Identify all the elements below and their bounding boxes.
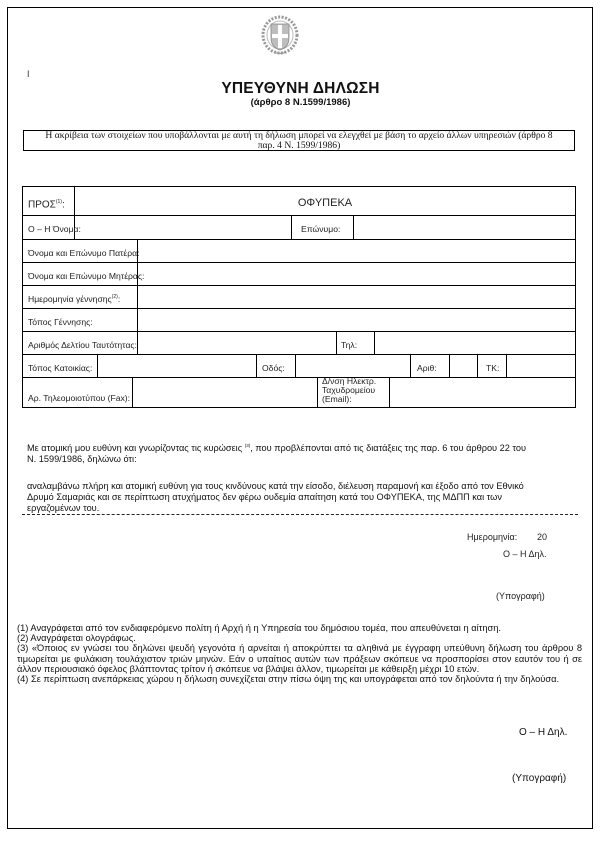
col-divider [336, 331, 337, 354]
name-label: Ο – Η Όνομα: [28, 224, 81, 234]
col-divider [291, 215, 292, 239]
dashed-divider [22, 514, 578, 515]
residence-field[interactable] [98, 355, 256, 377]
footnote-4: (4) Σε περίπτωση ανεπάρκειας χώρου η δήλωση συνεχίζεται στην πίσω όψη της και υπογράφεται από τον δηλούντα ή την δηλούσα. [17, 674, 560, 685]
col-divider [477, 354, 478, 377]
phone-label: Τηλ: [341, 340, 358, 350]
declaration-intro-line-1: Με ατομική μου ευθύνη και γνωρίζοντας τις κυρώσεις $^{(3)}$, που προβλέπονται από τις διατάξεις της παρ. 6 του άρθρου 22 του [27, 443, 527, 454]
zip-field[interactable] [507, 355, 575, 377]
bottom-declarant-label: Ο – Η Δηλ. [519, 727, 568, 738]
surname-field[interactable] [354, 216, 575, 239]
document-title: ΥΠΕΥΘΥΝΗ ΔΗΛΩΣΗ [221, 80, 380, 97]
email-label-line-2: Ταχυδρομείου [322, 385, 376, 395]
fax-label: Αρ. Τηλεομοιοτύπου (Fax): [28, 393, 131, 403]
declaration-body-line-1: αναλαμβάνω πλήρη και ατομική ευθύνη για τους κινδύνους κατά την είσοδο, διέλευση παραμονή και έξοδο από τον Εθνικό [27, 481, 524, 491]
street-label: Οδός: [262, 363, 285, 373]
father-name-field[interactable] [138, 240, 575, 262]
notice-line-2: παρ. 4 Ν. 1599/1986) [257, 140, 341, 151]
declaration-body-line-2: Δρυμό Σαμαριάς και σε περίπτωση ατυχήματος δεν φέρω ουδεμία απαίτηση κατά του ΟΦΥΠΕΚΑ, της ΜΔΠΠ και των [27, 492, 502, 502]
surname-label: Επώνυμο: [301, 224, 341, 234]
fax-field[interactable] [133, 378, 317, 408]
col-divider [317, 377, 318, 408]
street-number-field[interactable] [450, 355, 477, 377]
birthplace-field[interactable] [138, 309, 575, 331]
col-divider [410, 354, 411, 377]
email-field[interactable] [390, 378, 575, 408]
accuracy-notice [23, 130, 575, 151]
notice-line-1: Η ακρίβεια των στοιχείων που υποβάλλονται με αυτή τη δήλωση μπορεί να ελεγχθεί με βάση το αρχείο άλλων υπηρεσιών (άρθρο 8 [45, 130, 553, 141]
declaration-body-line-3: εργαζομένων του. [27, 503, 100, 513]
mother-name-label: Όνομα και Επώνυμο Μητέρας: [28, 271, 145, 281]
residence-label: Τόπος Κατοικίας: [28, 363, 93, 373]
birthdate-label: Ημερομηνία γέννησης$^{(2)}$: [28, 294, 121, 304]
mother-name-field[interactable] [138, 263, 575, 285]
phone-field[interactable] [375, 332, 575, 354]
document-subtitle: (άρθρο 8 Ν.1599/1986) [250, 97, 351, 108]
declaration-intro-line-2: Ν. 1599/1986, δηλώνω ότι: [27, 454, 137, 465]
declarant-label: Ο – Η Δηλ. [503, 549, 547, 559]
declaration-body[interactable] [27, 481, 587, 514]
street-field[interactable] [296, 355, 410, 377]
to-label: ΠΡΟΣ$^{(1)}$: [28, 199, 65, 211]
birthdate-field[interactable] [138, 286, 575, 308]
col-divider [256, 354, 257, 377]
footnote-1: (1) Αναγράφεται από τον ενδιαφερόμενο πολίτη ή Αρχή ή η Υπηρεσία του δημόσιου τομέα, που απευθύνεται η αίτηση. [17, 623, 501, 633]
id-number-label: Αριθμός Δελτίου Ταυτότητας: [28, 340, 137, 350]
signature-label: (Υπογραφή) [496, 591, 545, 601]
street-number-label: Αριθ: [417, 363, 437, 373]
bottom-signature-label: (Υπογραφή) [512, 773, 567, 784]
to-recipient-field[interactable]: ΟΦΥΠΕΚΑ [297, 197, 353, 209]
zip-label: ΤΚ: [486, 363, 500, 373]
date-label: Ημερομηνία: [467, 532, 518, 542]
email-label-line-1: Δ/νση Ηλεκτρ. [322, 376, 377, 386]
personal-details-form [22, 186, 576, 408]
email-label [322, 377, 376, 404]
father-name-label: Όνομα και Επώνυμο Πατέρα: [28, 248, 140, 258]
name-field[interactable] [75, 216, 291, 239]
date-year-field[interactable]: 20 [537, 532, 548, 542]
birthplace-label: Τόπος Γέννησης: [28, 317, 93, 327]
footnote-2: (2) Αναγράφεται ολογράφως. [17, 633, 136, 644]
footnote-3: (3) «Όποιος εν γνώσει του δηλώνει ψευδή γεγονότα ή αρνείται ή αποκρύπτει τα αληθινά με έγγραφη υπεύθυνη δήλωση του άρθρου 8 τιμωρείται με φυλάκιση τουλάχιστον τριών μηνών. Εάν ο υπαίτιος αυτών των πράξεων σκόπευε να προσπορίσει στον εαυτόν του ή σε άλλον περιουσιακό όφελος βλάπτοντας τρίτον ή σκόπευε να βλάψει άλλον, τιμωρείται με κάθειρξη μέχρι 10 ετών. [17, 643, 582, 674]
email-label-line-3: (Email): [322, 394, 352, 404]
greek-coat-of-arms-icon [260, 15, 300, 57]
footnotes [17, 623, 582, 684]
text-cursor-mark: I [27, 69, 30, 79]
declaration-intro [27, 440, 587, 465]
id-number-field[interactable] [138, 332, 336, 354]
